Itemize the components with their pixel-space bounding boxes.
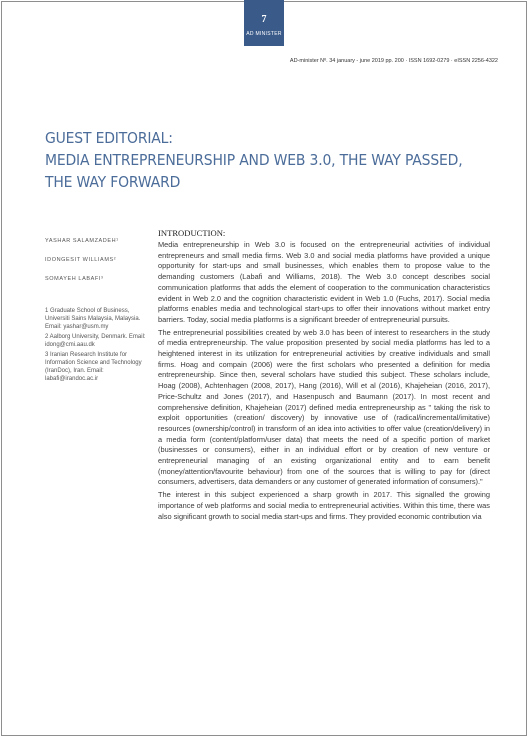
title-line-3: THE WAY FORWARD	[45, 173, 181, 191]
affiliation: 2 Aalborg University, Denmark. Email: idong@cmi.aau.dk	[45, 334, 146, 348]
affiliation: 3 Iranian Research Institute for Information Science and Technology (IranDoc), Iran. Email: labafi@irandoc.ac.ir	[45, 352, 142, 382]
page-badge	[244, 0, 284, 46]
affiliation: 1 Graduate School of Business, Universiti Sains Malaysia, Malaysia. Email: yashar@usm.my	[45, 308, 141, 330]
body-paragraph: The entrepreneurial possibilities created by web 3.0 has been of interest to researchers in the study of media entrepreneurship. The value proposition presented by social media platforms has led to a heightened interest in its utilization for entrepreneurial activities by creative individuals and small firms. Hoag and compain (2006) were the first scholars who presented a definition for media entrepreneurship. Since then, several scholars have studied this subject. These scholars include, Hoag (2008), Achtenhagen (2008, 2017), Hang (2016), Will et al (2016), Khajeheian (2016, 2017), Price-Schultz and Jones (2017), and Hasenpusch and Baumann (2017). In most recent and comprehensive definition, Khajeheian (2017) defined media entrepreneurship as " taking the risk to exploit opportunities (creation/ discovery) by innovative use of (radical/incremental/imitative) resources (ownership/control) in transform of an idea into activities to offer value (creation/delivery) in a media form (content/platform/user data) that meets the need of a specific portion of market (businesses or consumers), either in an individual effort or by creation of new venture or entrepreneurial managing of an existing organizational entity and to earn benefit (money/attention/favourite behaviour) from one of the sources that is willing to pay for (direct consumers, advertisers, data demanders or any customer of generated information of consumers)."	[158, 327, 490, 487]
body-paragraph: The interest in this subject experienced a sharp growth in 2017. This signalled the growing importance of web platforms and social media to entrepreneurial activities. Within this time, there was also significant growth to social media start-ups and firms. They provided economic contribution via	[158, 490, 490, 521]
title-line-2: MEDIA ENTREPRENEURSHIP AND WEB 3.0, THE WAY PASSED,	[45, 151, 463, 169]
article-body	[158, 240, 490, 524]
affiliation-list	[45, 307, 153, 385]
journal-info: AD-minister Nº. 34 january - june 2019 pp. 200 · ISSN 1692-0279 · eISSN 2256-4322	[289, 58, 498, 64]
page-number: 7	[261, 14, 267, 25]
author-name: IDONGESIT WILLIAMS²	[45, 257, 117, 263]
title-line-1: GUEST EDITORIAL:	[45, 129, 173, 147]
body-paragraph: Media entrepreneurship in Web 3.0 is focused on the entrepreneurial activities of individual entrepreneurs and small media firms. Web 3.0 and social media platforms have provided a unique opportunity for start-ups and small businesses, which enables them to propose value to the demanding customers (Labafi and Williams, 2018). The Web 3.0 concept describes social communication platforms that adds the element of cooperation to the communication characteristics evident in Web 2.0 and the cognition characteristic evident in Web 1.0 (Fuchs, 2017). Social media platforms enables media and technological start-ups to offer their innovations without market entry barriers. Today, social media platforms is a significant breeder of entrepreneurial pursuits.	[158, 240, 490, 324]
article-title	[45, 127, 468, 193]
journal-badge-label: AD MINISTER	[246, 31, 282, 37]
author-name: YASHAR SALAMZADEH¹	[45, 238, 119, 244]
author-list	[45, 238, 155, 295]
section-heading: INTRODUCTION:	[158, 228, 226, 238]
author-name: SOMAYEH LABAFI³	[45, 276, 104, 282]
